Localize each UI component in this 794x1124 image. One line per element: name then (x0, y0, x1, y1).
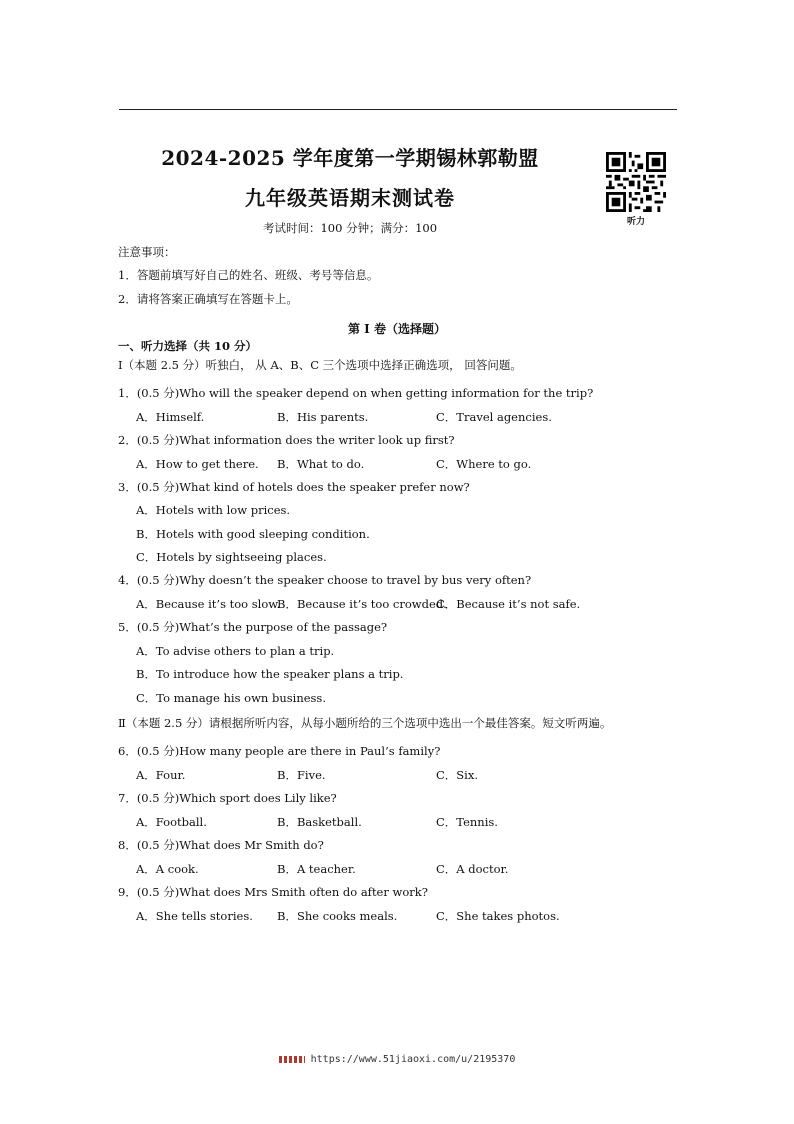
option-b[interactable]: B．Because it’s too crowded. (277, 597, 447, 611)
qr-label: 听力 (626, 217, 645, 227)
option-a[interactable]: A．She tells stories. (136, 909, 253, 923)
question-stem: 3．(0.5 分)What kind of hotels does the speaker prefer now? (118, 480, 470, 494)
option-c[interactable]: C．Hotels by sightseeing places. (136, 550, 327, 564)
exam-title-line1: 2024-2025 学年度第一学期锡林郭勒盟 (161, 146, 539, 170)
question-stem: 9．(0.5 分)What does Mrs Smith often do after work? (118, 885, 428, 899)
question-stem: 8．(0.5 分)What does Mr Smith do? (118, 838, 324, 852)
option-a[interactable]: A．How to get there. (136, 457, 259, 471)
option-b[interactable]: B．Five. (277, 768, 326, 782)
question-stem: 5．(0.5 分)What’s the purpose of the passage? (118, 620, 388, 634)
notes-item: 2．请将答案正确填写在答题卡上。 (118, 292, 298, 306)
question-stem: 2．(0.5 分)What information does the writer look up first? (118, 433, 455, 447)
option-c[interactable]: C．She takes photos. (436, 909, 560, 923)
question-stem: 6．(0.5 分)How many people are there in Paul’s family? (118, 744, 441, 758)
option-c[interactable]: C．To manage his own business. (136, 691, 326, 705)
option-c[interactable]: C．Six. (436, 768, 478, 782)
option-a[interactable]: A．Hotels with low prices. (136, 503, 291, 517)
question-stem: 7．(0.5 分)Which sport does Lily like? (118, 791, 337, 805)
notes-item: 1．答题前填写好自己的姓名、班级、考号等信息。 (118, 268, 379, 282)
option-b[interactable]: B．A teacher. (277, 862, 356, 876)
question-stem: 1．(0.5 分)Who will the speaker depend on when getting information for the trip? (118, 386, 594, 400)
option-b[interactable]: B．His parents. (277, 410, 369, 424)
footer-url-link[interactable]: https://www.51jiaoxi.com/u/2195370 (310, 1054, 516, 1065)
question-stem: 4．(0.5 分)Why doesn’t the speaker choose to travel by bus very often? (118, 573, 532, 587)
notes-heading: 注意事项： (118, 245, 176, 259)
section-title: 第 I 卷（选择题） (348, 322, 446, 336)
watermark-logo-icon (279, 1056, 305, 1063)
option-c[interactable]: C．Where to go. (436, 457, 532, 471)
footer (0, 1054, 794, 1065)
option-c[interactable]: C．A doctor. (436, 862, 509, 876)
qr-code-icon[interactable] (606, 152, 666, 212)
option-a[interactable]: A．Himself. (136, 410, 205, 424)
option-a[interactable]: A．Because it’s too slow. (136, 597, 281, 611)
option-b[interactable]: B．Basketball. (277, 815, 362, 829)
sub-instruction: Ⅱ（本题 2.5 分）请根据所听内容，从每小题所给的三个选项中选出一个最佳答案。短文听两遍。 (118, 716, 612, 730)
exam-info: 考试时间：100 分钟；满分：100 (262, 221, 438, 235)
option-a[interactable]: A．A cook. (136, 862, 199, 876)
option-b[interactable]: B．She cooks meals. (277, 909, 398, 923)
option-c[interactable]: C．Travel agencies. (436, 410, 552, 424)
option-b[interactable]: B．What to do. (277, 457, 365, 471)
option-c[interactable]: C．Because it’s not safe. (436, 597, 581, 611)
option-a[interactable]: A．To advise others to plan a trip. (136, 644, 335, 658)
option-c[interactable]: C．Tennis. (436, 815, 498, 829)
exam-title-line2: 九年级英语期末测试卷 (245, 186, 455, 210)
option-a[interactable]: A．Football. (136, 815, 207, 829)
part-heading: 一、听力选择（共 10 分） (118, 339, 258, 353)
sub-instruction: Ⅰ（本题 2.5 分）听独白， 从 A、B、C 三个选项中选择正确选项， 回答问题。 (118, 358, 522, 372)
option-b[interactable]: B．Hotels with good sleeping condition. (136, 527, 370, 541)
option-a[interactable]: A．Four. (136, 768, 186, 782)
header-rule (119, 109, 677, 110)
option-b[interactable]: B．To introduce how the speaker plans a trip. (136, 667, 404, 681)
